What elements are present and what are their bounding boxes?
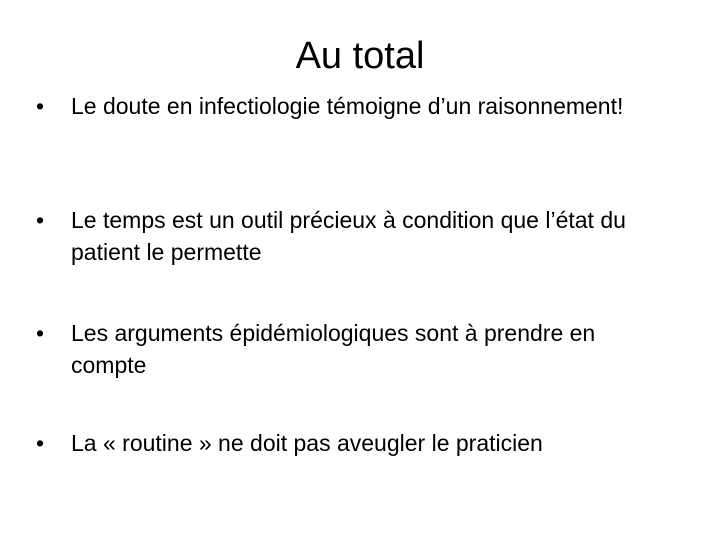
bullet-text: Le doute en infectiologie témoigne d’un raisonnement! — [71, 93, 624, 119]
bullet-item — [36, 204, 676, 268]
bullet-item — [36, 427, 676, 459]
bullet-marker: • — [36, 207, 45, 233]
bullet-text: Le temps est un outil précieux à condition que l’état du patient le permette — [71, 207, 626, 265]
bullet-marker: • — [36, 430, 45, 456]
bullet-item — [36, 90, 676, 122]
bullet-marker: • — [36, 320, 45, 346]
bullet-item — [36, 317, 676, 381]
slide-title: Au total — [295, 35, 425, 77]
bullet-marker: • — [36, 93, 45, 119]
bullet-text: La « routine » ne doit pas aveugler le praticien — [71, 430, 543, 456]
bullet-text: Les arguments épidémiologiques sont à prendre en compte — [71, 320, 596, 378]
